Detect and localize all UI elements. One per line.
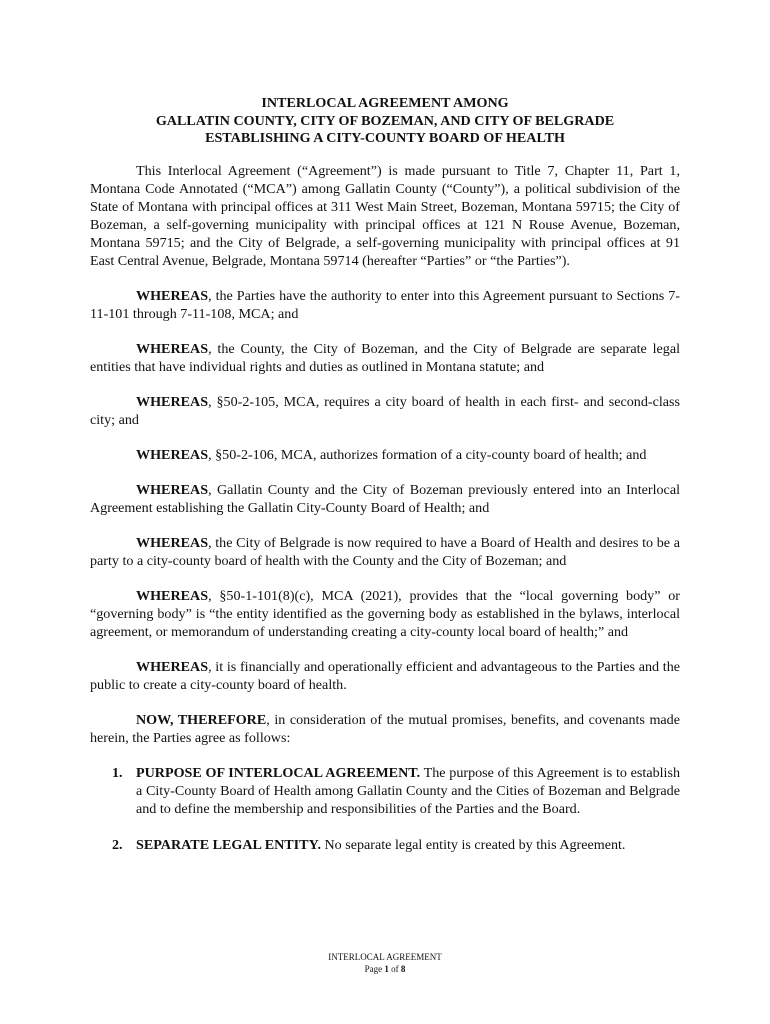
whereas-paragraph-5 — [90, 481, 680, 517]
whereas-paragraph-7 — [90, 587, 680, 641]
section-number: 1. — [112, 764, 123, 781]
section-item-2 — [90, 836, 680, 854]
now-therefore-paragraph — [90, 711, 680, 747]
title-line-1: INTERLOCAL AGREEMENT AMONG — [261, 95, 509, 111]
whereas-text: , the County, the City of Bozeman, and the City of Belgrade are separate legal entities that have individual rights and duties as outlined in Montana statute; and — [90, 340, 680, 375]
document-body — [90, 95, 680, 872]
whereas-keyword: WHEREAS — [136, 393, 209, 410]
footer-label: INTERLOCAL AGREEMENT — [328, 952, 442, 962]
whereas-text: , the City of Belgrade is now required to have a Board of Health and desires to be a party to a city-county board of health with the County and the City of Bozeman; and — [90, 534, 680, 569]
whereas-paragraph-1 — [90, 287, 680, 323]
page-of: of — [391, 963, 399, 974]
page-footer — [0, 952, 770, 975]
section-text: No separate legal entity is created by this Agreement. — [320, 836, 626, 853]
whereas-paragraph-6 — [90, 534, 680, 570]
whereas-paragraph-4 — [90, 446, 680, 464]
whereas-keyword: WHEREAS — [136, 287, 209, 304]
whereas-keyword: WHEREAS — [136, 587, 209, 604]
agreement-sections — [90, 764, 680, 854]
now-therefore-keyword: NOW, THEREFORE — [136, 711, 267, 728]
whereas-paragraph-8 — [90, 658, 680, 694]
section-number: 2. — [112, 836, 123, 853]
section-heading: SEPARATE LEGAL ENTITY. — [136, 836, 321, 853]
whereas-text: , §50-2-105, MCA, requires a city board of health in each first- and second-class city; and — [90, 393, 680, 428]
title-line-3: ESTABLISHING A CITY-COUNTY BOARD OF HEALTH — [205, 130, 565, 146]
whereas-keyword: WHEREAS — [136, 658, 209, 675]
page-word: Page — [364, 963, 383, 974]
title-line-2: GALLATIN COUNTY, CITY OF BOZEMAN, AND CITY OF BELGRADE — [155, 112, 615, 129]
whereas-keyword: WHEREAS — [136, 446, 209, 463]
whereas-keyword: WHEREAS — [136, 534, 209, 551]
whereas-paragraph-2 — [90, 340, 680, 376]
whereas-text: , the Parties have the authority to enter into this Agreement pursuant to Sections 7-11-101 through 7-11-108, MCA; and — [90, 287, 680, 322]
whereas-text: , §50-2-106, MCA, authorizes formation of a city-county board of health; and — [208, 446, 647, 463]
intro-paragraph: This Interlocal Agreement (“Agreement”) is made pursuant to Title 7, Chapter 11, Part 1, Montana Code Annotated (“MCA”) among Gallatin County (“County”), a political subdivision of the State of Montana with principal offices at 311 West Main Street, Bozeman, Montana 59715; the City of Bozeman, a self-governing municipality with principal offices at 121 N Rouse Avenue, Bozeman, Montana 59715; and the City of Belgrade, a self-governing municipality with principal offices at 91 East Central Avenue, Belgrade, Montana 59714 (hereafter “Parties” or “the Parties”). — [90, 162, 680, 269]
section-heading: PURPOSE OF INTERLOCAL AGREEMENT. — [136, 764, 421, 781]
whereas-text: , §50-1-101(8)(c), MCA (2021), provides that the “local governing body” or “governing body” is “the entity identified as the governing body as established in the bylaws, interlocal agreement, or memorandum of understanding creating a city-county local board of health;” and — [90, 587, 680, 640]
section-item-1 — [90, 764, 680, 818]
now-therefore-text: , in consideration of the mutual promises, benefits, and covenants made herein, the Parties agree as follows: — [90, 711, 680, 746]
whereas-keyword: WHEREAS — [136, 481, 209, 498]
section-text: The purpose of this Agreement is to establish a City-County Board of Health among Gallatin County and the Cities of Bozeman and Belgrade and to define the membership and responsibilities of the Parties and the Board. — [136, 764, 680, 817]
whereas-keyword: WHEREAS — [136, 340, 209, 357]
document-title — [90, 95, 680, 148]
whereas-text: , it is financially and operationally efficient and advantageous to the Parties and the public to create a city-county board of health. — [90, 658, 680, 693]
page-number — [0, 964, 770, 976]
page-current: 1 — [384, 963, 389, 974]
whereas-paragraph-3 — [90, 393, 680, 429]
page-total: 8 — [400, 963, 406, 974]
whereas-text: , Gallatin County and the City of Bozeman previously entered into an Interlocal Agreement establishing the Gallatin City-County Board of Health; and — [90, 481, 680, 516]
